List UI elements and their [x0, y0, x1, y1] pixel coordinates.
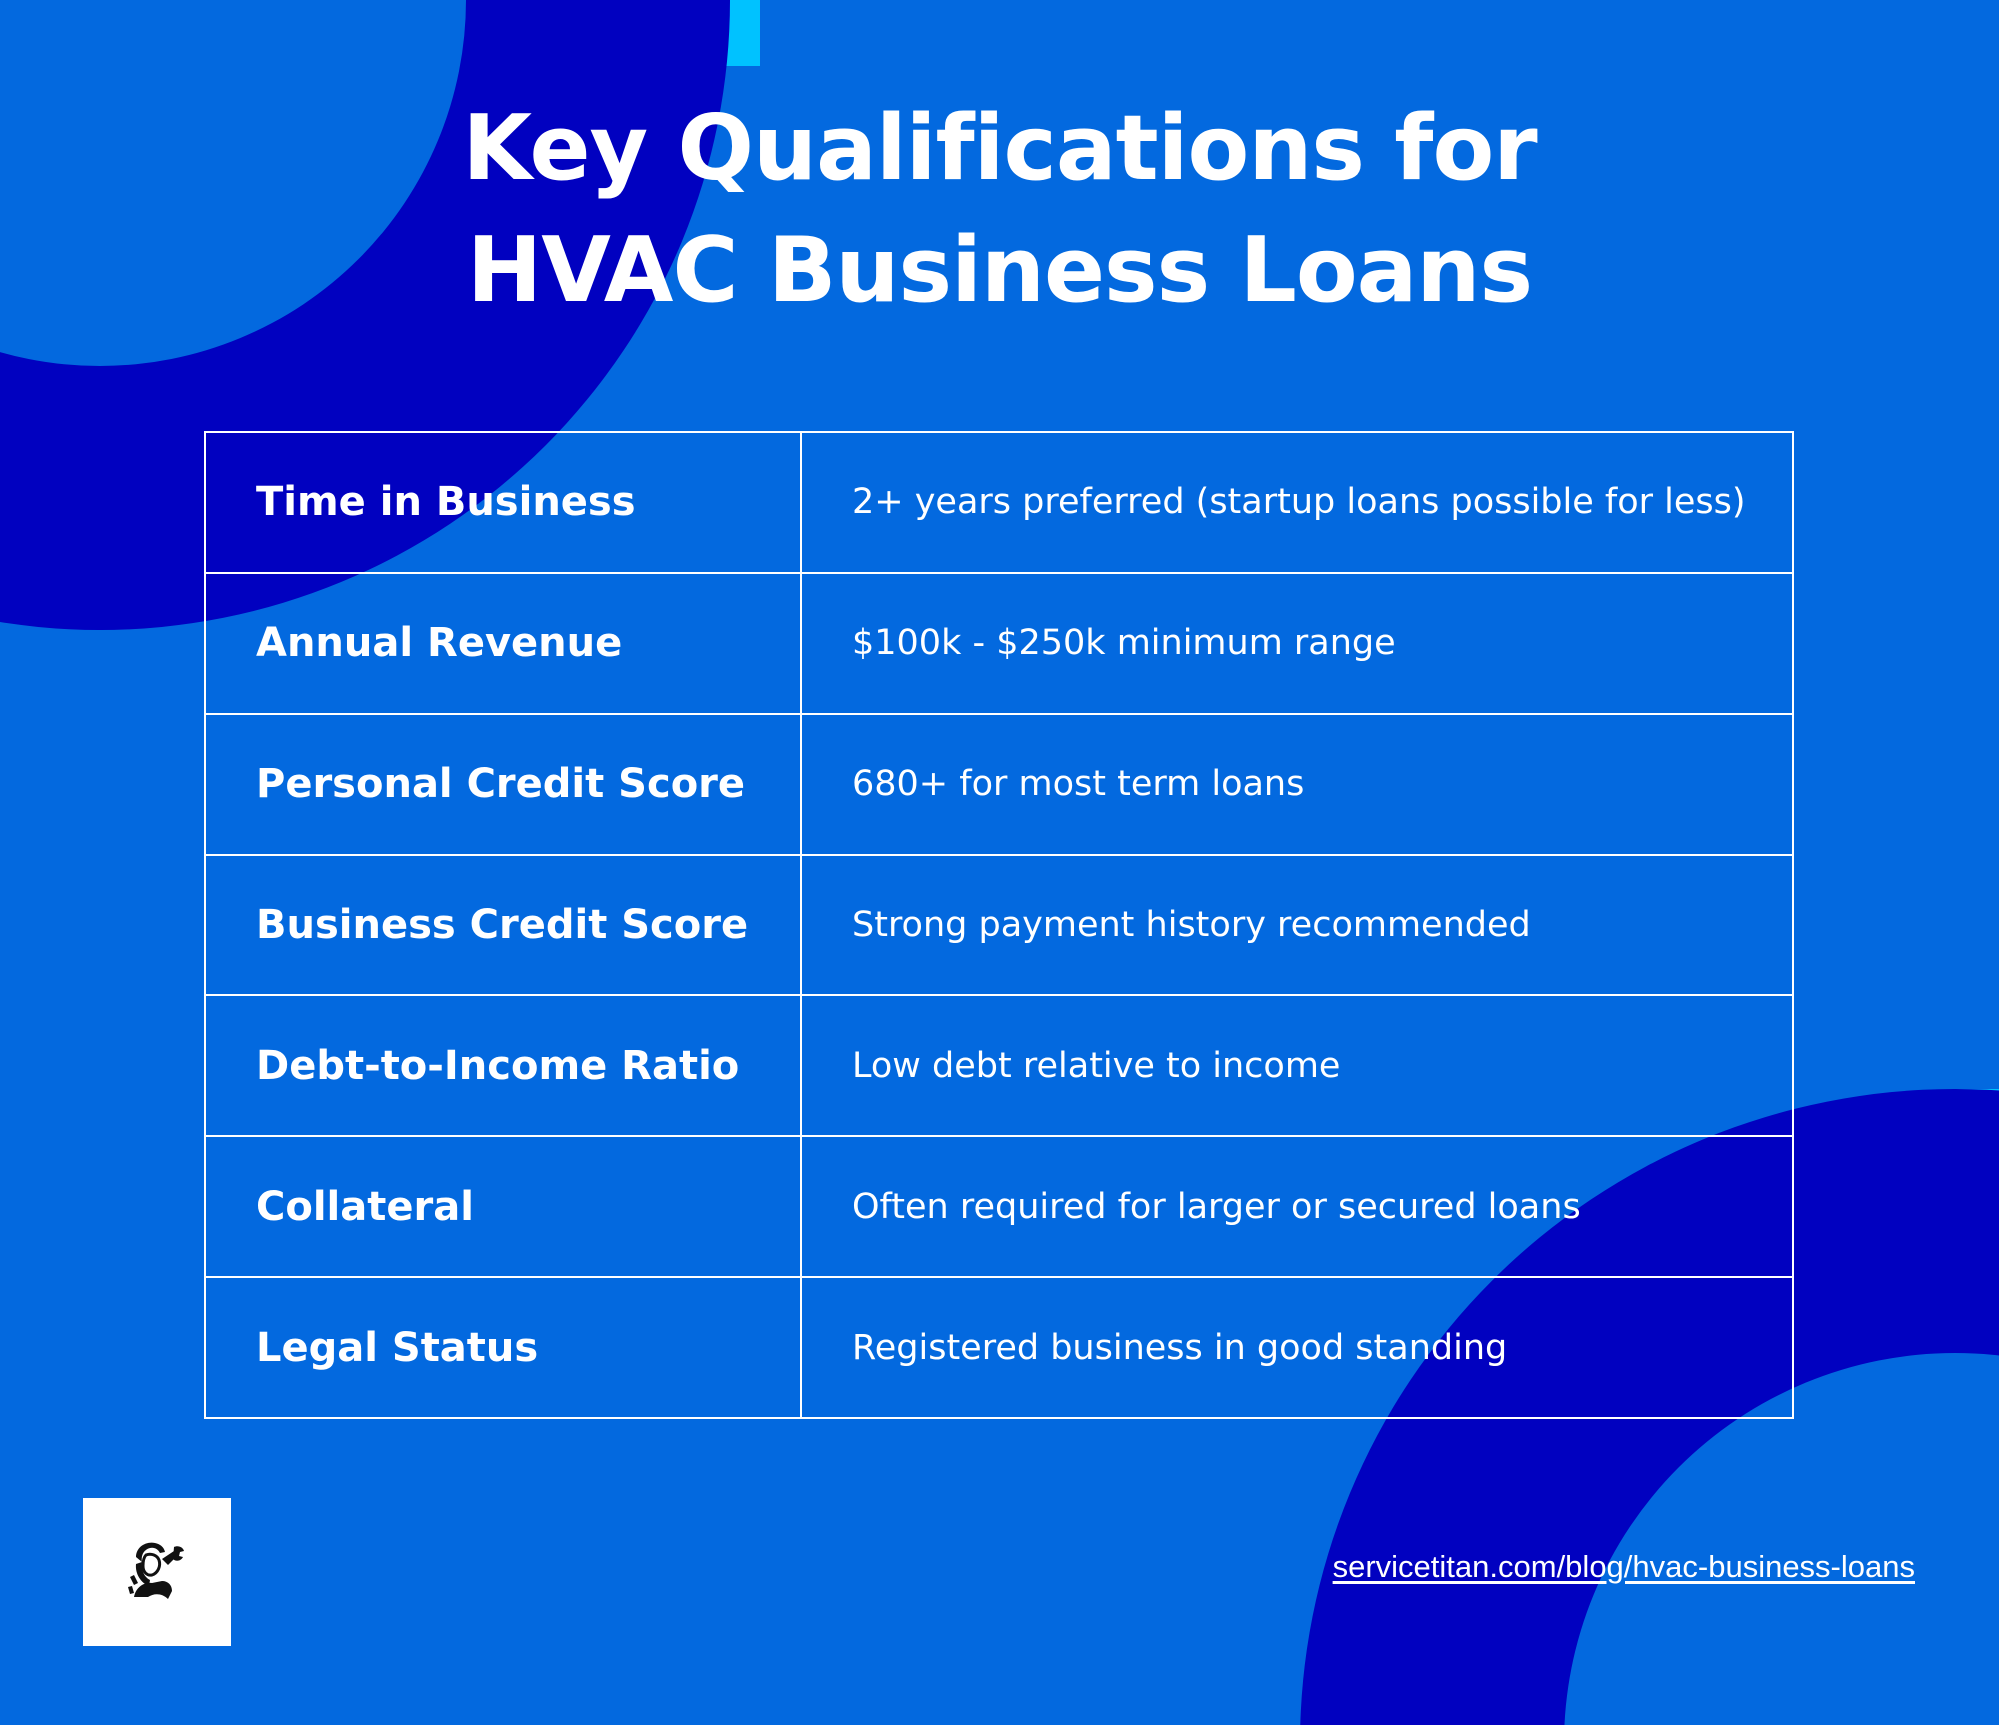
- qualification-value: Strong payment history recommended: [801, 855, 1793, 996]
- qualification-value: Often required for larger or secured loans: [801, 1136, 1793, 1277]
- table-row: [205, 1136, 1793, 1277]
- qualification-label: Time in Business: [205, 432, 801, 573]
- qualification-label: Debt-to-Income Ratio: [205, 995, 801, 1136]
- qualification-value: 680+ for most term loans: [801, 714, 1793, 855]
- qualifications-table: [204, 431, 1794, 1419]
- table-row: [205, 1277, 1793, 1418]
- source-url-link[interactable]: servicetitan.com/blog/hvac-business-loans: [1332, 1549, 1915, 1584]
- qualification-label: Legal Status: [205, 1277, 801, 1418]
- title-line-2: HVAC Business Loans: [466, 218, 1533, 323]
- table-row: [205, 995, 1793, 1136]
- brand-logo: [83, 1498, 231, 1646]
- qualification-value: 2+ years preferred (startup loans possible for less): [801, 432, 1793, 573]
- qualification-label: Annual Revenue: [205, 573, 801, 714]
- qualification-value: Low debt relative to income: [801, 995, 1793, 1136]
- titan-mascot-icon: [122, 1537, 192, 1607]
- title-line-1: Key Qualifications for: [462, 96, 1537, 201]
- qualification-label: Business Credit Score: [205, 855, 801, 996]
- qualification-label: Collateral: [205, 1136, 801, 1277]
- qualification-label: Personal Credit Score: [205, 714, 801, 855]
- qualification-value: $100k - $250k minimum range: [801, 573, 1793, 714]
- table-row: [205, 714, 1793, 855]
- page-title: [0, 88, 1999, 332]
- table-row: [205, 855, 1793, 996]
- table-row: [205, 432, 1793, 573]
- qualification-value: Registered business in good standing: [801, 1277, 1793, 1418]
- table-row: [205, 573, 1793, 714]
